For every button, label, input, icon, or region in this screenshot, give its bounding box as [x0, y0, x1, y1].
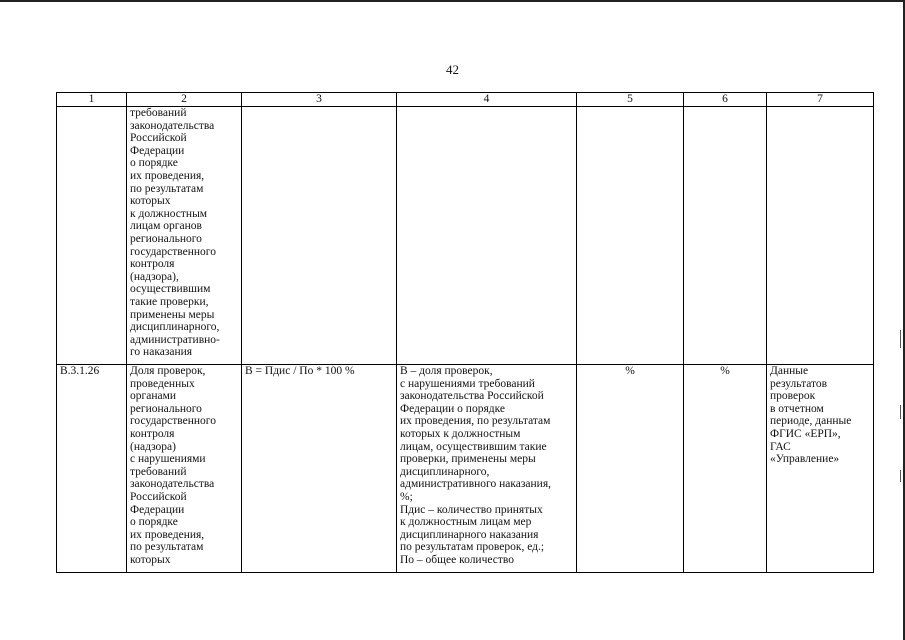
text-line: Федерации: [130, 144, 185, 157]
text-line: к должностным лицам мер: [400, 516, 532, 529]
text-line: которых: [130, 195, 171, 208]
text-line: осуществившим: [130, 283, 211, 296]
text-line: которых: [130, 553, 171, 566]
text-line: (надзора),: [130, 270, 179, 283]
text-line: проверки, применены меры: [400, 453, 536, 466]
text-line: о порядке: [130, 516, 178, 529]
text-line: контроля: [130, 427, 175, 440]
text-line: о порядке: [130, 157, 178, 170]
text-line: «Управление»: [770, 453, 840, 466]
text-line: законодательства: [130, 119, 215, 132]
text-line: по результатам: [130, 182, 204, 195]
scan-edge-mark: [900, 330, 901, 348]
text-line: дисциплинарного,: [400, 465, 490, 478]
text-line: Доля проверок,: [130, 365, 206, 377]
text-line: законодательства: [130, 478, 215, 491]
unit-cell: %: [577, 365, 684, 573]
text-line: государственного: [130, 415, 216, 428]
text-line: такие проверки,: [130, 295, 209, 308]
indicator-name-cell: [127, 107, 242, 365]
text-line: (надзора): [130, 440, 176, 453]
table-row-b3126: [57, 365, 874, 573]
column-header: 6: [684, 93, 767, 107]
column-header: 7: [767, 93, 874, 107]
column-header: 3: [242, 93, 397, 107]
text-line: дисциплинарного наказания: [400, 528, 539, 541]
text-line: применены меры: [130, 308, 215, 321]
text-line: по результатам проверок, ед.;: [400, 541, 545, 554]
text-line: требований: [130, 465, 187, 478]
text-line: ГАС: [770, 440, 791, 453]
unit-cell: [577, 107, 684, 365]
scan-edge-mark: [900, 470, 901, 482]
text-line: в отчетном: [770, 402, 824, 415]
text-line: го наказания: [130, 346, 193, 359]
text-line: лицам, осуществившим такие: [400, 440, 547, 453]
text-line: периоде, данные: [770, 415, 852, 428]
unit-cell: [684, 107, 767, 365]
header-row: [57, 93, 874, 107]
text-line: регионального: [130, 232, 202, 245]
text-line: регионального: [130, 402, 202, 415]
indicators-table: [56, 92, 874, 573]
text-line: ФГИС «ЕРП»,: [770, 427, 841, 440]
text-line: с нарушениями: [130, 453, 206, 466]
text-line: проверок: [770, 390, 816, 403]
column-header: 2: [127, 93, 242, 107]
text-line: к должностным: [130, 207, 208, 220]
text-line: Данные: [770, 365, 809, 377]
text-line: органами: [130, 390, 177, 403]
description-cell: [397, 365, 577, 573]
source-cell: [767, 365, 874, 573]
text-line: которых к должностным: [400, 427, 521, 440]
text-line: %;: [400, 490, 413, 503]
text-line: государственного: [130, 245, 216, 258]
text-line: лицам органов: [130, 220, 202, 233]
text-line: Российской: [130, 490, 187, 503]
text-line: законодательства Российской: [400, 390, 544, 403]
text-line: административно-: [130, 333, 220, 346]
formula-cell: В = Пдис / По * 100 %: [242, 365, 397, 573]
column-header: 5: [577, 93, 684, 107]
text-line: Федерации о порядке: [400, 402, 506, 415]
text-line: их проведения, по результатам: [400, 415, 551, 428]
indicator-name-cell: [127, 365, 242, 573]
column-header: 4: [397, 93, 577, 107]
text-line: требований: [130, 107, 187, 119]
column-header: 1: [57, 93, 127, 107]
page-number: 42: [446, 62, 459, 77]
text-line: По – общее количество: [400, 553, 514, 566]
text-line: административного наказания,: [400, 478, 551, 491]
text-line: Федерации: [130, 503, 185, 516]
description-cell: [397, 107, 577, 365]
text-line: дисциплинарного,: [130, 321, 220, 334]
text-line: В – доля проверок,: [400, 365, 493, 377]
code-cell: [57, 107, 127, 365]
text-line: их проведения,: [130, 169, 205, 182]
text-line: Российской: [130, 132, 187, 145]
text-line: с нарушениями требований: [400, 377, 535, 390]
text-line: проведенных: [130, 377, 195, 390]
text-line: контроля: [130, 258, 175, 271]
unit-cell: %: [684, 365, 767, 573]
text-line: их проведения,: [130, 528, 205, 541]
indicator-code: В.3.1.26: [57, 365, 127, 573]
table-row-continuation: [57, 107, 874, 365]
text-line: по результатам: [130, 541, 204, 554]
source-cell: [767, 107, 874, 365]
formula-cell: [242, 107, 397, 365]
scan-edge-mark: [900, 405, 901, 419]
text-line: Пдис – количество принятых: [400, 503, 543, 516]
text-line: результатов: [770, 377, 828, 390]
